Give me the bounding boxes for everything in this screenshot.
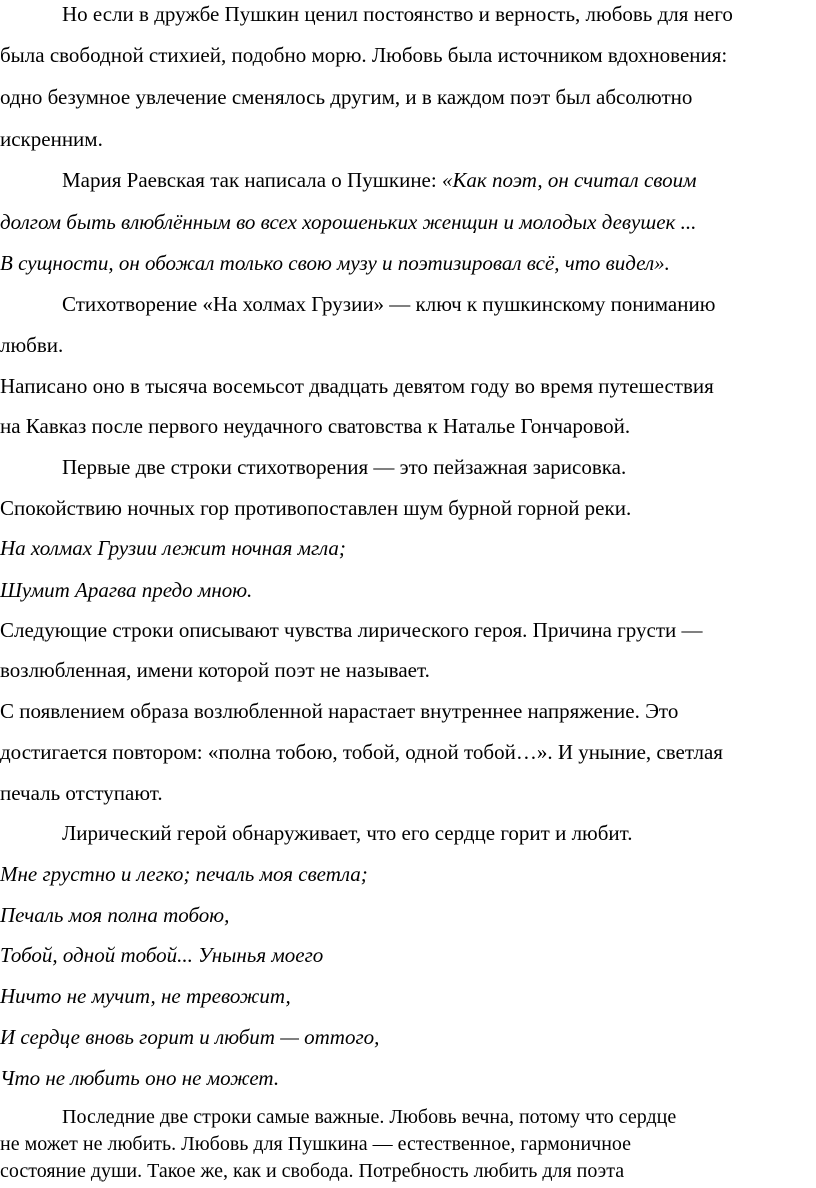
quote-line: В сущности, он обожал только свою музу и поэтизировал всё, что видел».	[0, 251, 670, 275]
poem-line: Ничто не мучит, не тревожит,	[0, 984, 291, 1008]
poem-line: И сердце вновь горит и любит — оттого,	[0, 1025, 380, 1049]
paragraph-line: Но если в дружбе Пушкин ценил постоянство и верность, любовь для него	[62, 2, 733, 26]
paragraph-line	[62, 166, 816, 194]
paragraph-text: Мария Раевская так написала о Пушкине:	[62, 168, 437, 192]
paragraph-line: Лирический герой обнаруживает, что его сердце горит и любит.	[62, 821, 633, 845]
poem-line: Мне грустно и легко; печаль моя светла;	[0, 862, 368, 886]
paragraph-line: одно безумное увлечение сменялось другим, и в каждом поэт был абсолютно	[0, 85, 693, 109]
paragraph-line: Стихотворение «На холмах Грузии» — ключ к пушкинскому пониманию	[62, 292, 716, 316]
poem-line: Печаль моя полна тобою,	[0, 903, 230, 927]
paragraph-line: искренним.	[0, 127, 103, 151]
quote-text: «Как поэт, он считал своим	[441, 168, 697, 192]
paragraph-line: любви.	[0, 333, 64, 357]
paragraph-line: состояние души. Такое же, как и свобода. Потребность любить для поэта	[0, 1160, 625, 1182]
poem-line: На холмах Грузии лежит ночная мгла;	[0, 536, 346, 560]
paragraph-line: Следующие строки описывают чувства лирического героя. Причина грусти —	[0, 618, 703, 642]
poem-line: Тобой, одной тобой... Унынья моего	[0, 943, 324, 967]
paragraph-line: С появлением образа возлюбленной нарастает внутреннее напряжение. Это	[0, 699, 679, 723]
paragraph-line: печаль отступают.	[0, 781, 163, 805]
paragraph-line: Первые две строки стихотворения — это пейзажная зарисовка.	[62, 455, 627, 479]
poem-line: Что не любить оно не может.	[0, 1066, 280, 1090]
paragraph-line: Последние две строки самые важные. Любовь вечна, потому что сердце	[62, 1106, 677, 1128]
poem-line: Шумит Арагва предо мною.	[0, 578, 253, 602]
paragraph-line: возлюбленная, имени которой поэт не называет.	[0, 658, 430, 682]
paragraph-line: Спокойствию ночных гор противопоставлен шум бурной горной реки.	[0, 496, 632, 520]
paragraph-line: достигается повтором: «полна тобою, тобой, одной тобой…». И уныние, светлая	[0, 740, 723, 764]
paragraph-line: была свободной стихией, подобно морю. Любовь была источником вдохновения:	[0, 43, 728, 67]
paragraph-line: на Кавказ после первого неудачного сватовства к Наталье Гончаровой.	[0, 414, 631, 438]
paragraph-line: Написано оно в тысяча восемьсот двадцать девятом году во время путешествия	[0, 374, 714, 398]
paragraph-line: не может не любить. Любовь для Пушкина — естественное, гармоничное	[0, 1133, 632, 1155]
quote-line: долгом быть влюблённым во всех хорошеньких женщин и молодых девушек ...	[0, 210, 697, 234]
